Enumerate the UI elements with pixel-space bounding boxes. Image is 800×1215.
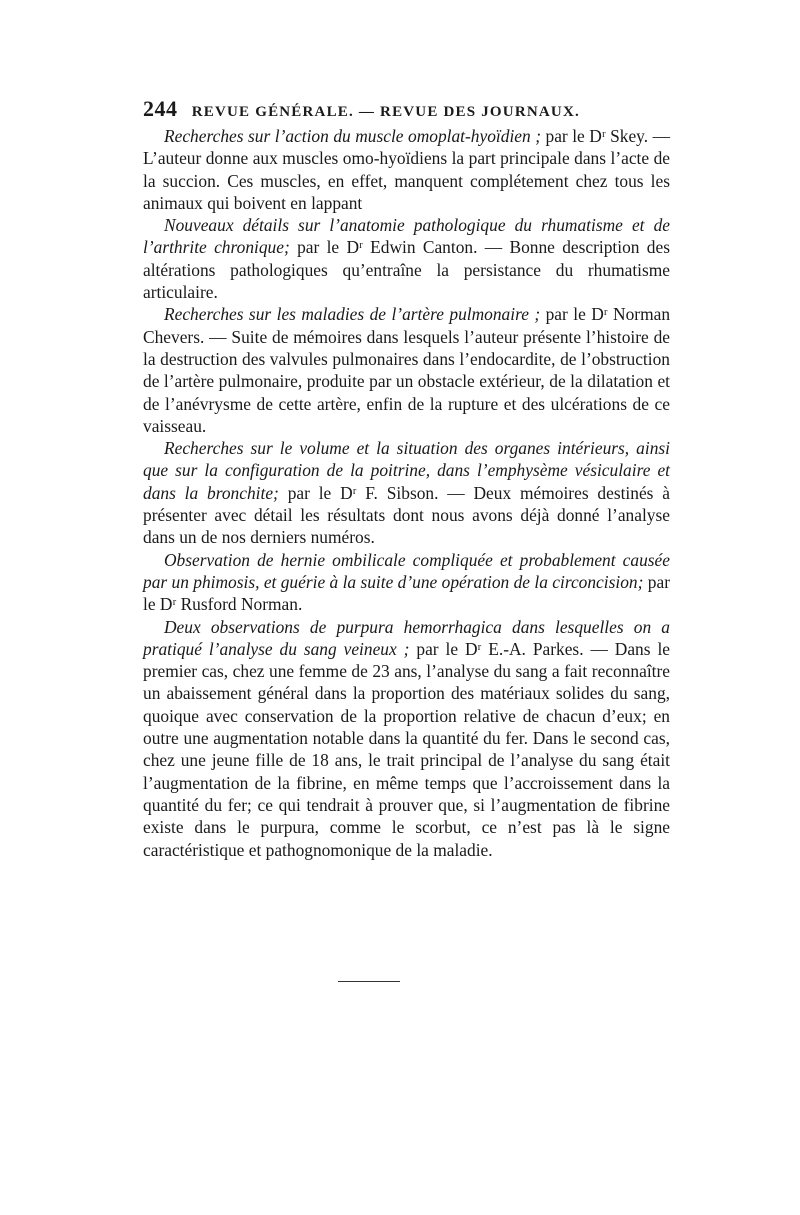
page-number: 244: [143, 96, 178, 121]
article-body: [143, 125, 670, 861]
entry-text: par le Dʳ Skey. — L’auteur donne aux muscles omo-hyoïdiens la part principale dans l’acte de la succion. Ces muscles, en effet, manquent complétement chez tous les animaux qui boivent en lappant: [143, 126, 670, 213]
page-header: [143, 96, 673, 126]
entry-title: Recherches sur l’action du muscle omoplat-hyoïdien ;: [164, 126, 541, 146]
running-head: REVUE GÉNÉRALE. — REVUE DES JOURNAUX.: [191, 104, 580, 120]
entry-title: Recherches sur le volume et la situation des organes intérieurs, ainsi que sur la configuration de la poitrine, dans l’emphysème vésiculaire et dans la bronchite;: [143, 438, 670, 503]
section-end-rule: [338, 981, 400, 982]
entry-4: [143, 437, 670, 548]
entry-6: [143, 616, 670, 861]
entry-title: Nouveaux détails sur l’anatomie pathologique du rhumatisme et de l’arthrite chronique;: [143, 215, 670, 258]
entry-title: Observation de hernie ombilicale compliquée et probablement causée par un phimosis, et guérie à la suite d’une opération de la circoncision;: [143, 549, 670, 592]
entry-text: par le Dʳ F. Sibson. — Deux mémoires destinés à présenter avec détail les résultats dont nous avons déjà donné l’analyse dans un de nos derniers numéros.: [143, 482, 670, 548]
entry-text: par le Dʳ Rusford Norman.: [143, 571, 670, 615]
entry-text: par le Dʳ Norman Chevers. — Suite de mémoires dans lesquels l’auteur présente l’histoire de la destruction des valvules pulmonaires dans l’endocardite, de l’obstruction de l’artère pulmonaire, produite par un obstacle extérieur, de la dilatation et de l’anévrysme de cette artère, enfin de la rupture et des ulcérations de ce vaisseau.: [143, 304, 671, 436]
entry-5: [143, 549, 670, 616]
entry-3: [143, 303, 670, 437]
entry-1: [143, 125, 670, 214]
entry-text: par le Dʳ Edwin Canton. — Bonne description des altérations pathologiques qu’entraîne la persistance du rhumatisme articulaire.: [143, 237, 670, 303]
entry-text: par le Dʳ E.-A. Parkes. — Dans le premier cas, chez une femme de 23 ans, l’analyse du sang a fait reconnaître un abaissement général dans la proportion des matériaux solides du sang, quoique avec conservation de la proportion relative de chacun d’eux; en outre une augmentation notable dans la quantité du fer. Dans le second cas, chez une jeune fille de 18 ans, le trait principal de l’analyse du sang était l’augmentation de la fibrine, en même temps que l’accroissement dans la quantité du fer; ce qui tendrait à prouver que, si l’augmentation de fibrine existe dans le purpura, comme le scorbut, ce n’est pas là le signe caractéristique et pathognomonique de la maladie.: [143, 638, 670, 860]
entry-title: Deux observations de purpura hemorrhagica dans lesquelles on a pratiqué l’analyse du sang veineux ;: [143, 616, 670, 659]
entry-title: Recherches sur les maladies de l’artère pulmonaire ;: [164, 304, 541, 325]
entry-2: [143, 214, 670, 303]
